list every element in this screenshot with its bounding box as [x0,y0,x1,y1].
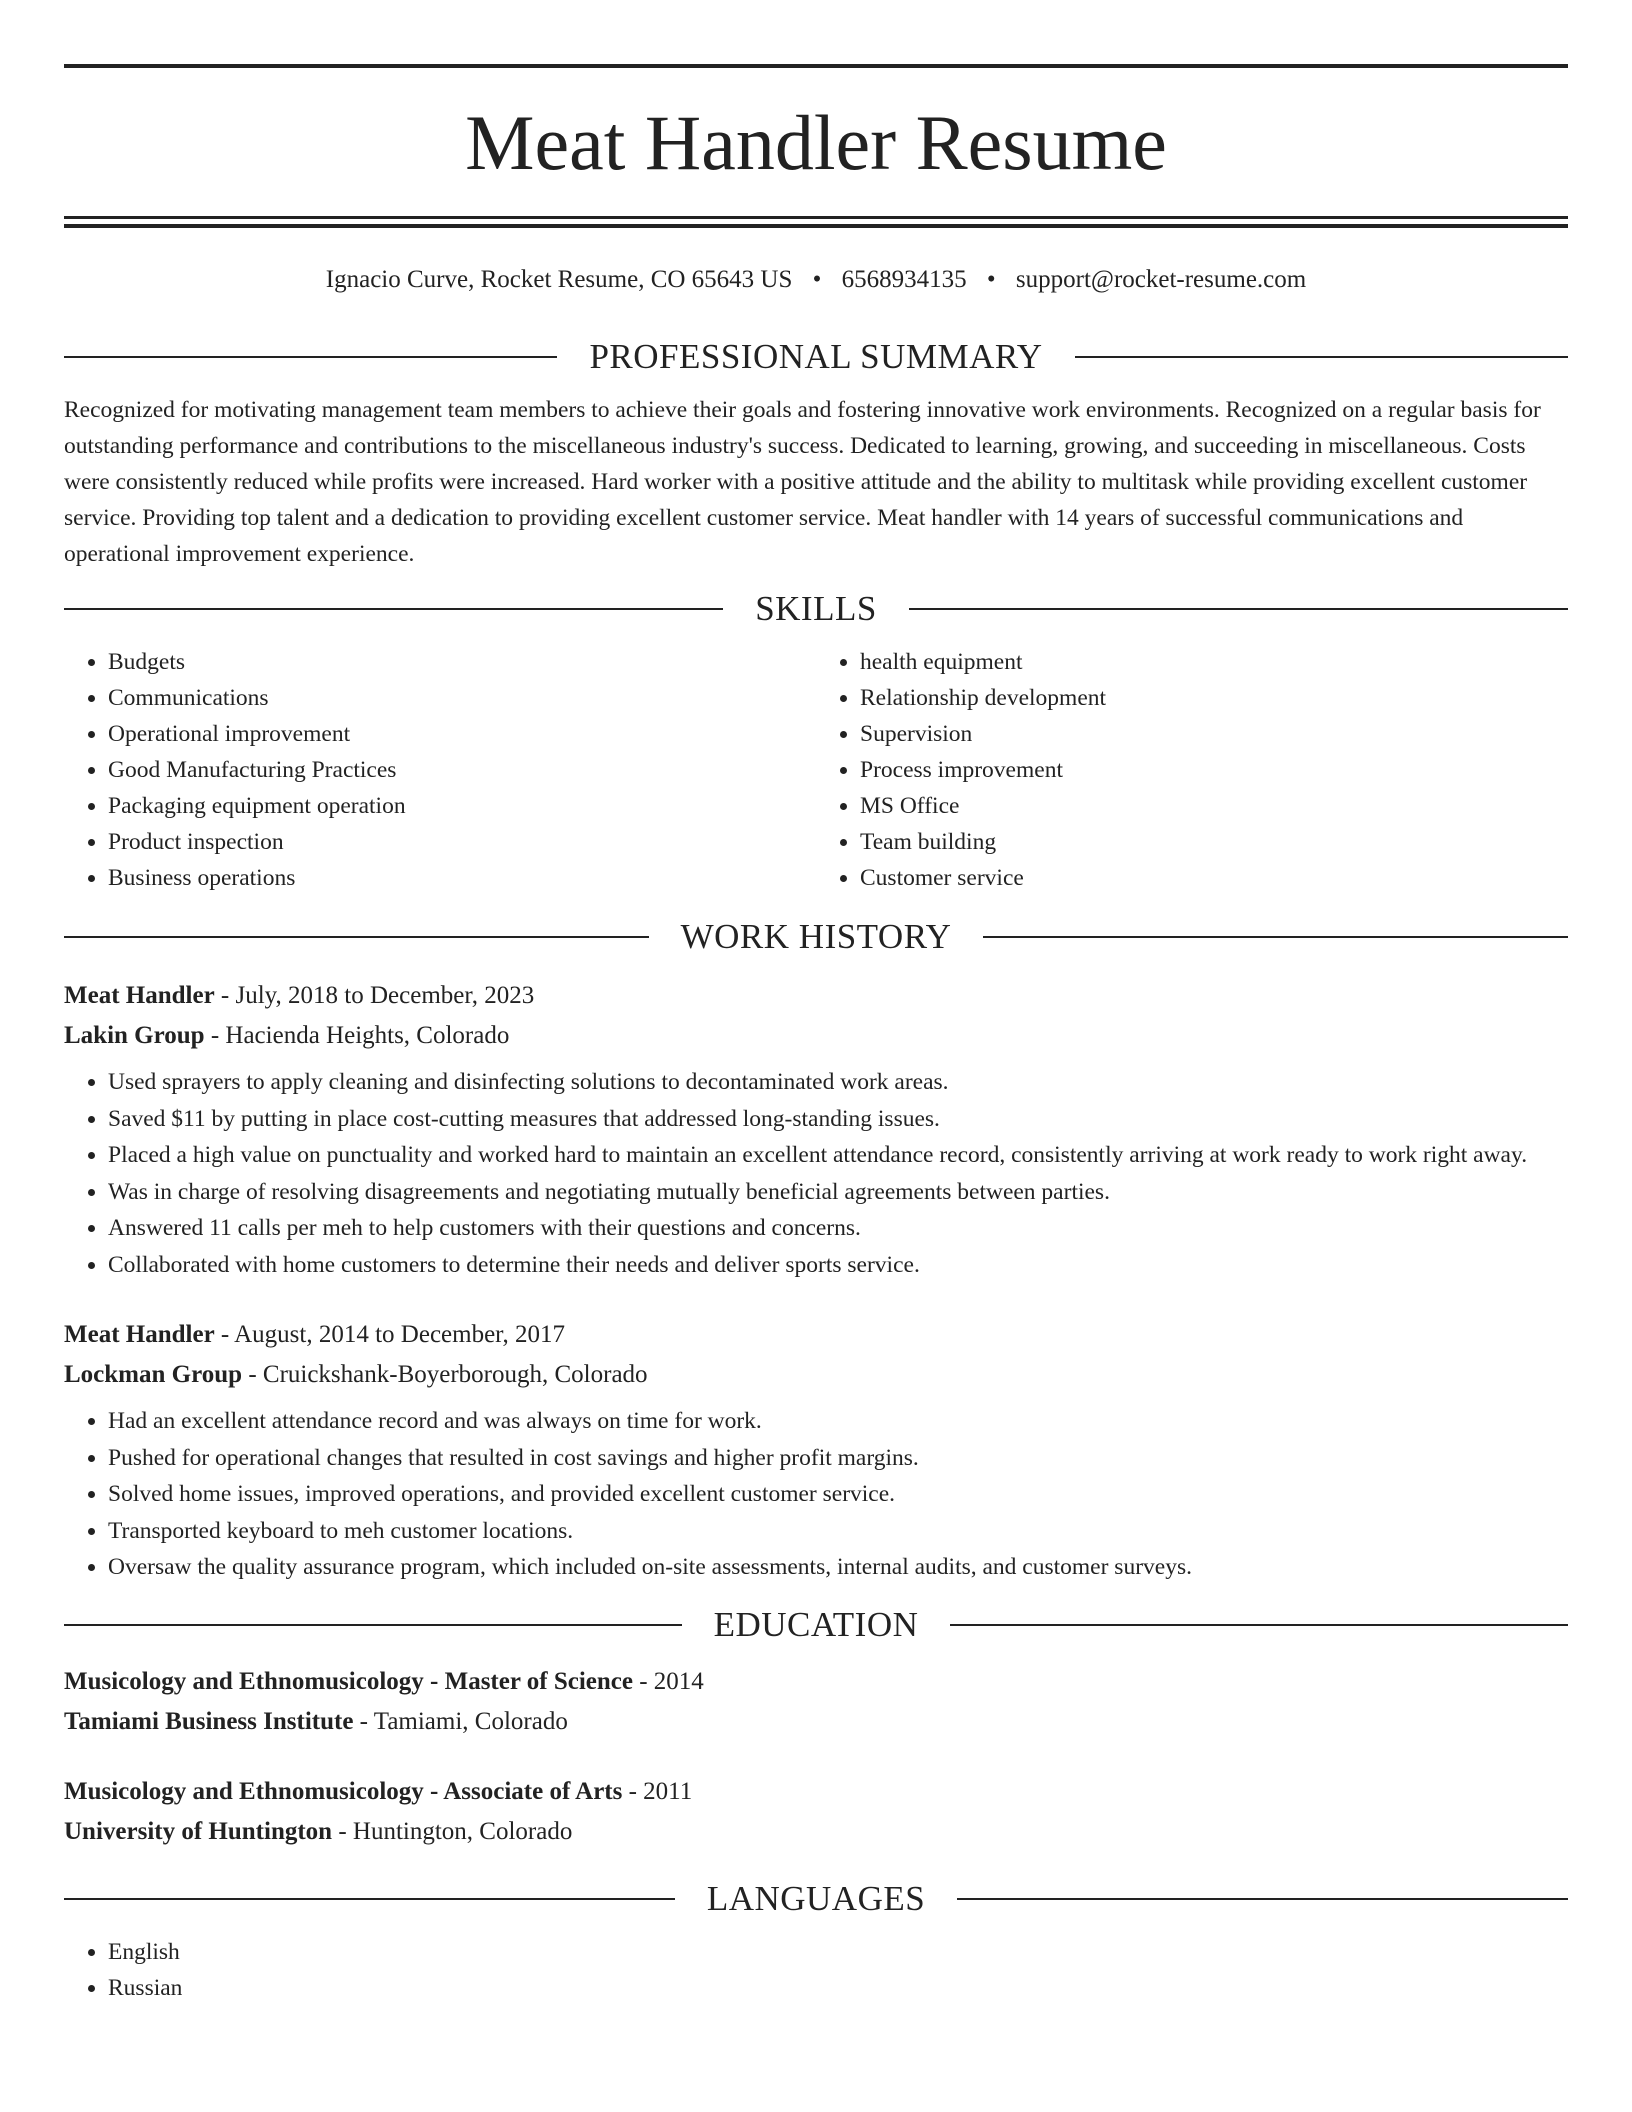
section-rule [983,936,1568,938]
skill-item: • MS Office [860,788,1568,824]
section-rule [64,1624,682,1626]
skill-item: • Packaging equipment operation [108,788,816,824]
job-bullet: • Oversaw the quality assurance program, which included on-site assessments, internal audits, and customer surveys. [108,1549,1568,1586]
skill-item: • Supervision [860,716,1568,752]
skill-item: • Customer service [860,860,1568,896]
language-item: • English [108,1934,1568,1970]
section-rule [957,1898,1568,1900]
skill-item: • Communications [108,680,816,716]
summary-paragraph: Recognized for motivating management team members to achieve their goals and fostering innovative work environments. Recognized on a regular basis for outstanding performance and contributions to the miscellaneous industry's success. Dedicated to learning, growing, and succeeding in miscellaneous. Costs were consistently reduced while profits were increased. Hard worker with a positive attitude and the ability to multitask while providing excellent customer service. Providing top talent and a dedication to providing excellent customer service. Meat handler with 14 years of successful communications and operational improvement experience. [64,397,1541,567]
section-title: PROFESSIONAL SUMMARY [589,337,1043,376]
job-bullets [64,1064,1568,1283]
job-bullet: • Saved $11 by putting in place cost-cutting measures that addressed long-standing issues. [108,1101,1568,1138]
section-rule [64,1898,675,1900]
skills-list [64,644,1568,896]
section-header-summary [64,332,1568,382]
section-title: EDUCATION [713,1604,919,1644]
contact-email: support@rocket-resume.com [1015,266,1307,293]
skill-item: • Good Manufacturing Practices [108,752,816,788]
job-bullets [64,1403,1568,1586]
contact-phone: 6568934135 [841,266,967,293]
section-rule [950,1624,1568,1626]
job-title: Meat Handler [64,982,215,1009]
job-entry [64,976,1568,1283]
job-bullet: • Collaborated with home customers to determine their needs and deliver sports service. [108,1247,1568,1284]
contact-address: Ignacio Curve, Rocket Resume, CO 65643 US [325,266,793,293]
language-item: • Russian [108,1970,1568,2006]
section-title: LANGUAGES [706,1878,926,1918]
section-header-work [64,912,1568,962]
education-school: University of Huntington [64,1817,333,1845]
title-double-rule [64,216,1568,228]
section-rule [64,356,557,358]
section-rule [64,608,723,610]
skills-column-left [64,644,816,896]
resume-page [64,0,1568,2006]
job-bullet: • Placed a high value on punctuality and worked hard to maintain an excellent attendance record, consistently arriving at work ready to work right away. [108,1137,1568,1174]
section-rule [64,936,649,938]
section-title: SKILLS [755,589,877,628]
job-bullet: • Answered 11 calls per meh to help customers with their questions and concerns. [108,1210,1568,1247]
job-entry [64,1315,1568,1586]
skill-item: • Budgets [108,644,816,680]
skill-item: • Business operations [108,860,816,896]
job-title: Meat Handler [64,1321,215,1348]
job-company: Lockman Group [64,1361,243,1388]
job-bullet: • Had an excellent attendance record and was always on time for work. [108,1403,1568,1440]
languages-list [64,1934,1568,2006]
education-school-line [64,1702,1568,1742]
section-rule [1075,356,1568,358]
education-school-line [64,1812,1568,1852]
education-entry [64,1772,1568,1852]
section-title: WORK HISTORY [680,917,952,956]
top-rule [64,64,1568,68]
job-bullet: • Pushed for operational changes that resulted in cost savings and higher profit margins. [108,1440,1568,1477]
job-bullet: • Was in charge of resolving disagreements and negotiating mutually beneficial agreements between parties. [108,1174,1568,1211]
education-location: - Huntington, Colorado [332,1817,573,1845]
section-header-skills [64,584,1568,634]
job-bullet: • Solved home issues, improved operations, and provided excellent customer service. [108,1476,1568,1513]
job-title-line [64,1315,1568,1355]
education-entry [64,1662,1568,1742]
education-school: Tamiami Business Institute [64,1707,354,1735]
education-degree: Musicology and Ethnomusicology - Associate of Arts [64,1777,623,1805]
education-degree-line [64,1772,1568,1812]
education-year: - 2014 [632,1667,704,1695]
education-location: - Tamiami, Colorado [353,1707,568,1735]
contact-line [64,264,1568,296]
job-title-line [64,976,1568,1016]
job-company-line [64,1355,1568,1395]
skill-item: • Team building [860,824,1568,860]
education-degree-line [64,1662,1568,1702]
skill-item: • Operational improvement [108,716,816,752]
skill-item: • Process improvement [860,752,1568,788]
education-year: - 2011 [622,1777,693,1805]
job-location: - Hacienda Heights, Colorado [204,1022,510,1049]
job-dates: - August, 2014 to December, 2017 [214,1321,566,1348]
job-bullet: • Used sprayers to apply cleaning and disinfecting solutions to decontaminated work areas. [108,1064,1568,1101]
skill-item: • health equipment [860,644,1568,680]
job-bullet: • Transported keyboard to meh customer locations. [108,1513,1568,1550]
job-company-line [64,1016,1568,1056]
skill-item: • Product inspection [108,824,816,860]
skill-item: • Relationship development [860,680,1568,716]
section-header-education [64,1600,1568,1650]
resume-title: Meat Handler Resume [465,99,1167,186]
contact-separator: • [986,266,996,293]
section-rule [909,608,1568,610]
job-dates: - July, 2018 to December, 2023 [214,982,535,1009]
job-location: - Cruickshank-Boyerborough, Colorado [242,1361,648,1388]
job-company: Lakin Group [64,1022,205,1049]
section-header-languages [64,1874,1568,1924]
education-degree: Musicology and Ethnomusicology - Master of Science [64,1667,633,1695]
contact-separator: • [812,266,822,293]
skills-column-right [816,644,1568,896]
